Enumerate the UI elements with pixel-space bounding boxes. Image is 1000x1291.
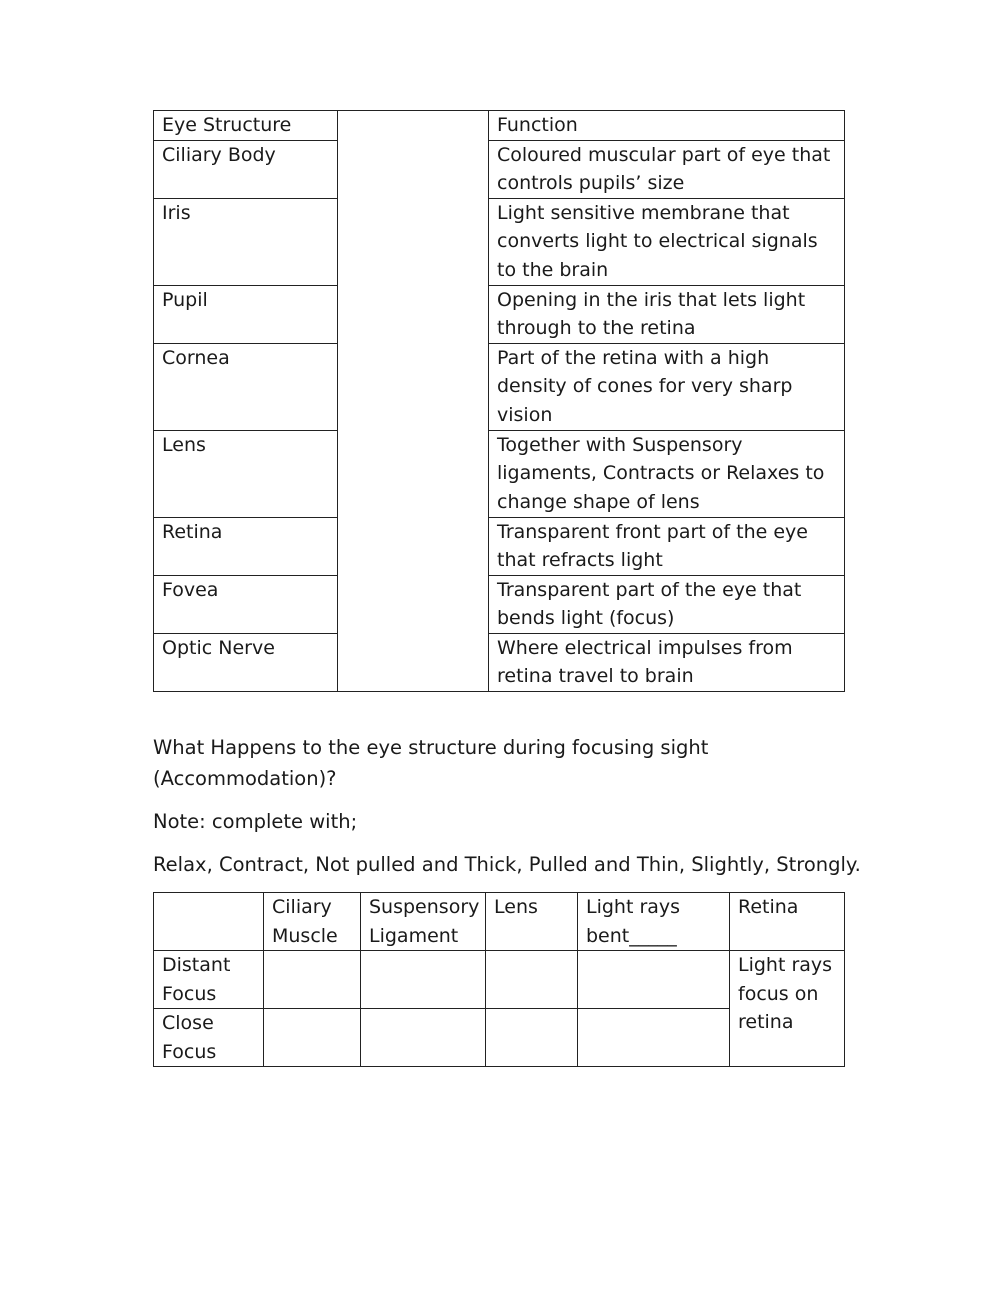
structure-cell: Fovea	[154, 575, 338, 633]
header-text: Ligament	[369, 924, 459, 947]
structure-cell: Iris	[154, 198, 338, 285]
header-lens: Lens	[486, 893, 578, 951]
row-label-distant-focus	[154, 951, 264, 1009]
table-header-row	[154, 111, 845, 141]
row-label-text: Distant	[162, 954, 231, 976]
function-cell: Opening in the iris that lets light through to the retina	[489, 285, 845, 343]
header-text: Light rays	[586, 896, 681, 918]
table-row	[154, 285, 845, 343]
answer-cell-distant-suspensory[interactable]	[361, 951, 486, 1009]
question-line-1: What Happens to the eye structure during focusing sight	[153, 736, 709, 759]
header-suspensory-ligament	[361, 893, 486, 951]
header-eye-structure: Eye Structure	[154, 111, 338, 141]
header-function: Function	[489, 111, 845, 141]
row-label-text: Focus	[162, 1040, 217, 1063]
structure-cell: Ciliary Body	[154, 140, 338, 198]
table-row-distant-focus	[154, 951, 845, 1009]
corner-cell	[154, 893, 264, 951]
header-light-rays	[578, 893, 730, 951]
header-ciliary-muscle	[264, 893, 361, 951]
table-row	[154, 140, 845, 198]
row-label-close-focus	[154, 1009, 264, 1067]
header-text: bent_____	[586, 924, 677, 947]
row-label-text: Focus	[162, 982, 217, 1005]
table-row	[154, 343, 845, 430]
function-cell: Where electrical impulses from retina travel to brain	[489, 633, 845, 691]
answer-cell-close-suspensory[interactable]	[361, 1009, 486, 1067]
row-label-text: Close	[162, 1012, 214, 1034]
matching-gap-column	[338, 111, 489, 692]
structure-cell: Optic Nerve	[154, 633, 338, 691]
answer-cell-close-light[interactable]	[578, 1009, 730, 1067]
table-header-row	[154, 893, 845, 951]
table-row	[154, 575, 845, 633]
table-row	[154, 430, 845, 517]
function-cell: Transparent front part of the eye that refracts light	[489, 517, 845, 575]
header-text: Muscle	[272, 924, 338, 947]
answer-cell-distant-lens[interactable]	[486, 951, 578, 1009]
retina-text: Light rays	[738, 954, 833, 976]
function-cell: Transparent part of the eye that bends light (focus)	[489, 575, 845, 633]
answer-cell-distant-ciliary[interactable]	[264, 951, 361, 1009]
function-cell: Part of the retina with a high density of cones for very sharp vision	[489, 343, 845, 430]
structure-cell: Retina	[154, 517, 338, 575]
answer-cell-distant-light[interactable]	[578, 951, 730, 1009]
structure-cell: Cornea	[154, 343, 338, 430]
question-line-2: (Accommodation)?	[153, 767, 337, 790]
accommodation-table	[153, 892, 845, 1067]
structure-cell: Pupil	[154, 285, 338, 343]
table-row	[154, 517, 845, 575]
word-bank: Relax, Contract, Not pulled and Thick, Pulled and Thin, Slightly, Strongly.	[153, 853, 861, 876]
header-text: Ciliary	[272, 896, 332, 918]
structure-cell: Lens	[154, 430, 338, 517]
table-row	[154, 633, 845, 691]
note-text: Note: complete with;	[153, 810, 358, 833]
function-cell: Light sensitive membrane that converts light to electrical signals to the brain	[489, 198, 845, 285]
function-cell: Together with Suspensory ligaments, Contracts or Relaxes to change shape of lens	[489, 430, 845, 517]
eye-structure-matching-table	[153, 110, 845, 692]
retina-text: retina	[738, 1011, 794, 1033]
answer-cell-close-lens[interactable]	[486, 1009, 578, 1067]
answer-cell-close-ciliary[interactable]	[264, 1009, 361, 1067]
header-retina: Retina	[730, 893, 845, 951]
table-row	[154, 198, 845, 285]
retina-text: focus on	[738, 982, 819, 1005]
retina-result-cell	[730, 951, 845, 1067]
function-cell: Coloured muscular part of eye that controls pupils’ size	[489, 140, 845, 198]
header-text: Suspensory	[369, 896, 480, 918]
